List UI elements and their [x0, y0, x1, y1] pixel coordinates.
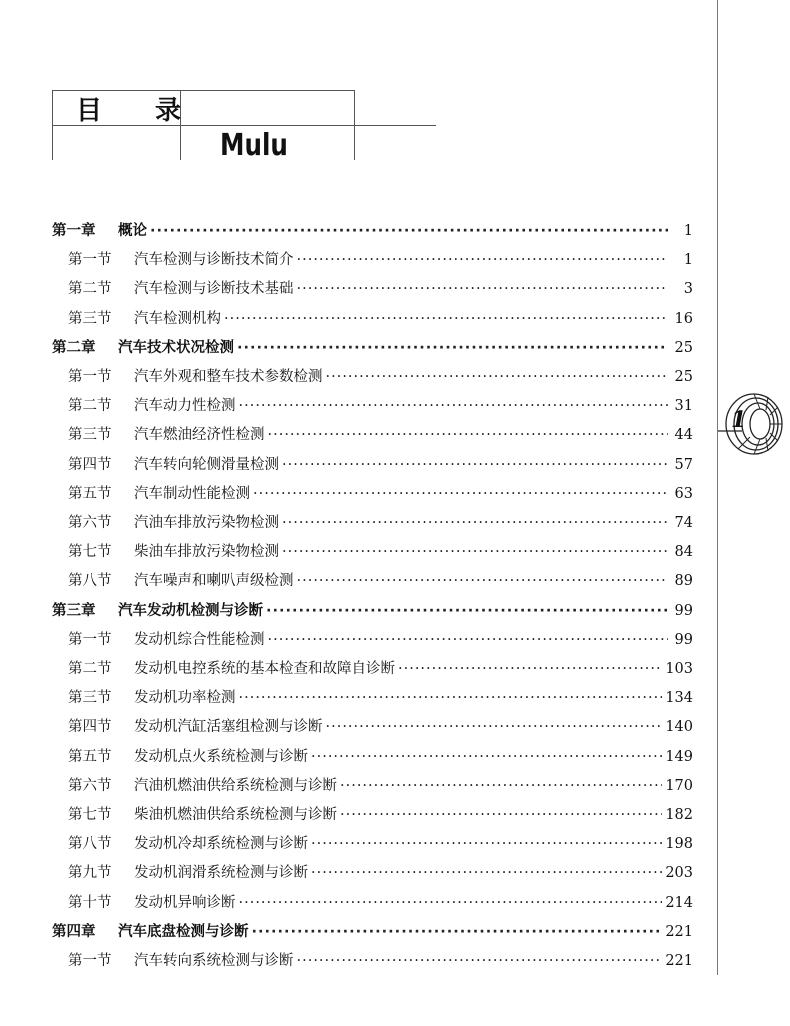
page-ref: 63: [674, 485, 693, 502]
dot-leader: [239, 889, 663, 918]
page-ref: 44: [674, 427, 693, 444]
dot-leader: [297, 567, 669, 596]
section-number: 第二节: [68, 398, 112, 415]
page-subtitle-pinyin: Mulu: [220, 128, 288, 163]
section-number: 第九节: [68, 865, 112, 882]
section-number: 第十节: [68, 894, 112, 911]
page-ref: 198: [665, 836, 693, 853]
dot-leader: [311, 859, 662, 888]
section-number: 第五节: [68, 485, 112, 502]
page-ref: 99: [674, 602, 693, 619]
section-title: 发动机润滑系统检测与诊断: [134, 865, 308, 882]
section-title: 汽车外观和整车技术参数检测: [134, 369, 323, 385]
toc-chapter-row[interactable]: [52, 918, 693, 947]
toc-section-row[interactable]: [68, 246, 693, 275]
section-number: 第七节: [68, 807, 112, 823]
page-ref: 3: [683, 281, 693, 298]
section-title: 发动机综合性能检测: [134, 631, 265, 648]
dot-leader: [239, 392, 669, 421]
section-title: 汽油车排放污染物检测: [134, 515, 279, 531]
page-ref: 25: [674, 369, 693, 385]
page-ref: 99: [674, 631, 693, 648]
section-number: 第二节: [68, 661, 112, 677]
toc-section-row[interactable]: [68, 859, 693, 888]
section-number: 第六节: [68, 777, 112, 794]
dot-leader: [340, 801, 662, 830]
page-title: 目 录: [76, 96, 204, 126]
chapter-number: 第四章: [52, 923, 96, 940]
section-number: 第三节: [68, 310, 112, 327]
chapter-title: 汽车底盘检测与诊断: [118, 923, 249, 940]
dot-leader: [326, 363, 669, 392]
dot-leader: [282, 538, 668, 567]
chapter-title: 汽车发动机检测与诊断: [118, 602, 263, 619]
toc-chapter-row[interactable]: [52, 597, 693, 626]
section-title: 汽车转向系统检测与诊断: [134, 953, 294, 969]
section-number: 第三节: [68, 427, 112, 444]
page-ref: 214: [665, 894, 693, 911]
dot-leader: [326, 713, 663, 742]
page-ref: 1: [683, 252, 693, 269]
chapter-title: 概论: [118, 223, 147, 239]
page-ref: 103: [665, 661, 693, 677]
toc-section-row[interactable]: [68, 363, 693, 392]
chapter-number: 第二章: [52, 339, 96, 356]
section-title: 发动机电控系统的基本检查和故障自诊断: [134, 661, 395, 677]
page-ref: 149: [665, 748, 693, 765]
section-title: 发动机功率检测: [134, 690, 236, 707]
toc-section-row[interactable]: [68, 451, 693, 480]
dot-leader: [311, 743, 662, 772]
dot-leader: [282, 509, 668, 538]
section-title: 汽车检测与诊断技术简介: [134, 252, 294, 269]
dot-leader: [252, 918, 663, 947]
toc-section-row[interactable]: [68, 772, 693, 801]
toc-chapter-row[interactable]: [52, 217, 693, 246]
toc-section-row[interactable]: [68, 655, 693, 684]
toc-section-row[interactable]: [68, 421, 693, 450]
dot-leader: [268, 421, 669, 450]
section-title: 发动机冷却系统检测与诊断: [134, 836, 308, 853]
page-ref: 57: [674, 456, 693, 473]
section-number: 第二节: [68, 281, 112, 298]
section-number: 第八节: [68, 836, 112, 853]
toc-section-row[interactable]: [68, 392, 693, 421]
toc-section-row[interactable]: [68, 684, 693, 713]
chapter-number: 第三章: [52, 602, 96, 619]
toc-section-row[interactable]: [68, 743, 693, 772]
page-ref: 221: [665, 923, 693, 940]
toc-section-row[interactable]: [68, 480, 693, 509]
page-ref: 221: [665, 953, 693, 969]
page-ref: 16: [674, 310, 693, 327]
dot-leader: [268, 626, 669, 655]
section-number: 第一节: [68, 369, 112, 385]
chapter-number: 第一章: [52, 223, 96, 239]
dot-leader: [311, 830, 662, 859]
toc-section-row[interactable]: [68, 830, 693, 859]
toc-section-row[interactable]: [68, 713, 693, 742]
margin-rule: [717, 0, 718, 975]
section-title: 汽油机燃油供给系统检测与诊断: [134, 777, 337, 794]
section-number: 第七节: [68, 544, 112, 561]
page-ref: 31: [674, 398, 693, 415]
section-number: 第六节: [68, 515, 112, 531]
section-title: 汽车转向轮侧滑量检测: [134, 456, 279, 473]
dot-leader: [398, 655, 662, 684]
section-title: 发动机异响诊断: [134, 894, 236, 911]
chapter-title: 汽车技术状况检测: [118, 339, 234, 356]
page-ref: 84: [674, 544, 693, 561]
header-left-rule: [52, 90, 53, 160]
page-ref: 89: [674, 573, 693, 590]
dot-leader: [297, 246, 669, 275]
toc-section-row[interactable]: [68, 801, 693, 830]
dot-leader: [253, 480, 668, 509]
toc-section-row[interactable]: [68, 275, 693, 304]
section-title: 汽车制动性能检测: [134, 485, 250, 502]
page-ref: 203: [665, 865, 693, 882]
page-ref: 134: [665, 690, 693, 707]
toc-section-row[interactable]: [68, 509, 693, 538]
header-right-rule: [354, 90, 355, 160]
dot-leader: [297, 275, 669, 304]
dot-leader: [266, 597, 668, 626]
page-ref: 74: [674, 515, 693, 531]
dot-leader: [224, 305, 668, 334]
page-badge-icon: [718, 391, 784, 457]
page-ref: 25: [674, 339, 693, 356]
page-number: 1: [731, 407, 747, 433]
page-ref: 140: [665, 719, 693, 736]
section-title: 发动机点火系统检测与诊断: [134, 748, 308, 765]
toc-section-row[interactable]: [68, 947, 693, 976]
dot-leader: [239, 684, 663, 713]
section-number: 第四节: [68, 456, 112, 473]
section-title: 柴油车排放污染物检测: [134, 544, 279, 561]
toc-section-row[interactable]: [68, 889, 693, 918]
section-title: 汽车燃油经济性检测: [134, 427, 265, 444]
section-title: 汽车噪声和喇叭声级检测: [134, 573, 294, 590]
dot-leader: [237, 334, 668, 363]
section-number: 第一节: [68, 953, 112, 969]
toc-section-row[interactable]: [68, 626, 693, 655]
section-title: 汽车检测机构: [134, 310, 221, 327]
dot-leader: [340, 772, 662, 801]
toc-chapter-row[interactable]: [52, 334, 693, 363]
section-number: 第八节: [68, 573, 112, 590]
toc-section-row[interactable]: [68, 538, 693, 567]
dot-leader: [282, 451, 668, 480]
page-ref: 1: [683, 223, 693, 239]
page-ref: 182: [665, 807, 693, 823]
section-number: 第一节: [68, 631, 112, 648]
toc-section-row[interactable]: [68, 567, 693, 596]
page-ref: 170: [665, 777, 693, 794]
section-title: 柴油机燃油供给系统检测与诊断: [134, 807, 337, 823]
section-title: 汽车动力性检测: [134, 398, 236, 415]
dot-leader: [297, 947, 663, 976]
dot-leader: [150, 217, 668, 246]
toc-header: [0, 0, 790, 180]
toc-section-row[interactable]: [68, 305, 693, 334]
section-number: 第四节: [68, 719, 112, 736]
section-title: 汽车检测与诊断技术基础: [134, 281, 294, 298]
section-number: 第三节: [68, 690, 112, 707]
section-number: 第五节: [68, 748, 112, 765]
section-number: 第一节: [68, 252, 112, 269]
section-title: 发动机汽缸活塞组检测与诊断: [134, 719, 323, 736]
